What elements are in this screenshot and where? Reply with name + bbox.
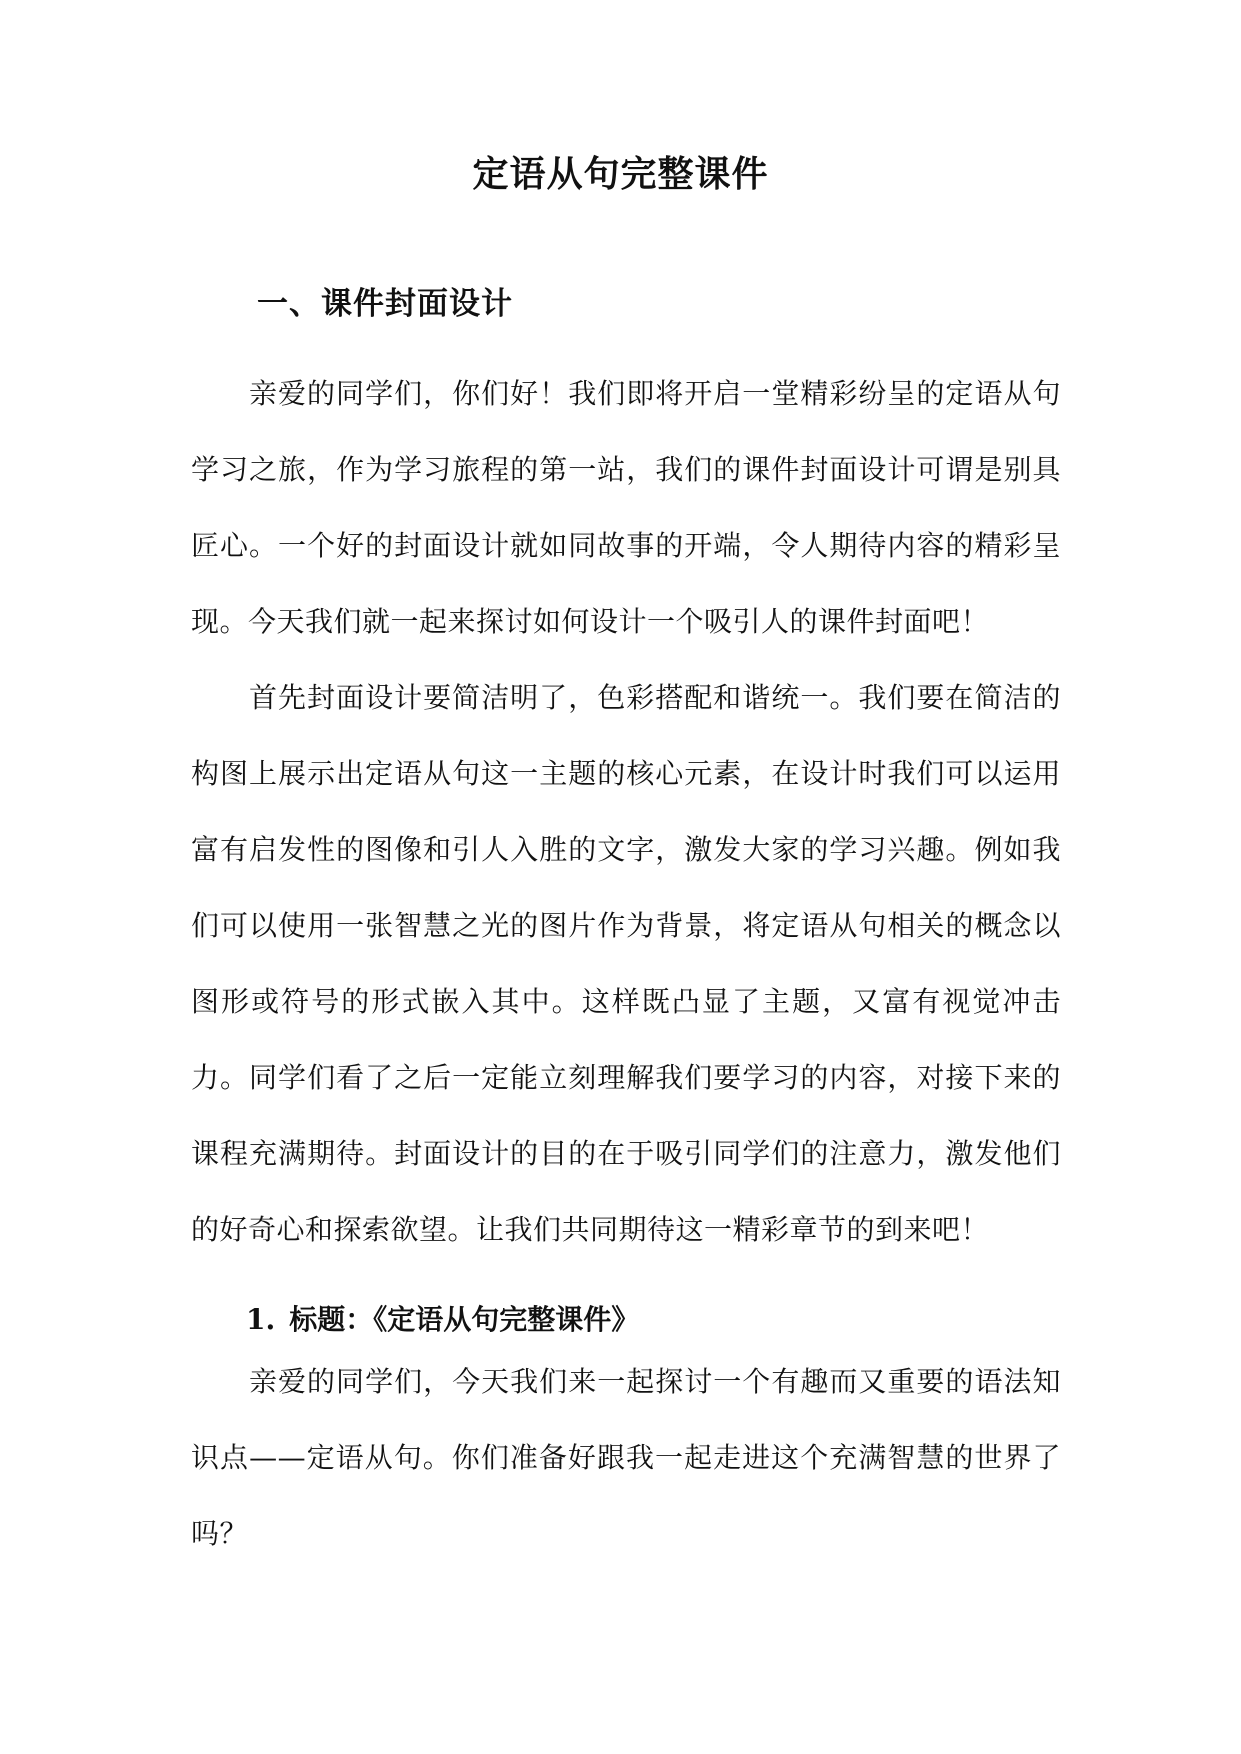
subsection-number: 1. (246, 1303, 276, 1336)
body-paragraph: 亲爱的同学们，你们好！我们即将开启一堂精彩纷呈的定语从句学习之旅，作为学习旅程的第一站，我们的课件封面设计可谓是别具匠心。一个好的封面设计就如同故事的开端，令人期待内容的精彩呈现。今天我们就一起来探讨如何设计一个吸引人的课件封面吧！ (191, 377, 1061, 638)
subsection-heading (246, 1300, 639, 1340)
body-paragraph: 首先封面设计要简洁明了，色彩搭配和谐统一。我们要在简洁的构图上展示出定语从句这一主题的核心元素，在设计时我们可以运用富有启发性的图像和引人入胜的文字，激发大家的学习兴趣。例如我们可以使用一张智慧之光的图片作为背景，将定语从句相关的概念以图形或符号的形式嵌入其中。这样既凸显了主题，又富有视觉冲击力。同学们看了之后一定能立刻理解我们要学习的内容，对接下来的课程充满期待。封面设计的目的在于吸引同学们的注意力，激发他们的好奇心和探索欲望。让我们共同期待这一精彩章节的到来吧！ (191, 681, 1061, 1246)
section-heading: 一、课件封面设计 (257, 286, 513, 322)
subsection-title: 标题：《定语从句完整课件》 (289, 1303, 640, 1336)
document-title: 定语从句完整课件 (472, 153, 769, 195)
body-paragraph: 亲爱的同学们，今天我们来一起探讨一个有趣而又重要的语法知识点——定语从句。你们准备好跟我一起走进这个充满智慧的世界了吗？ (191, 1365, 1061, 1550)
